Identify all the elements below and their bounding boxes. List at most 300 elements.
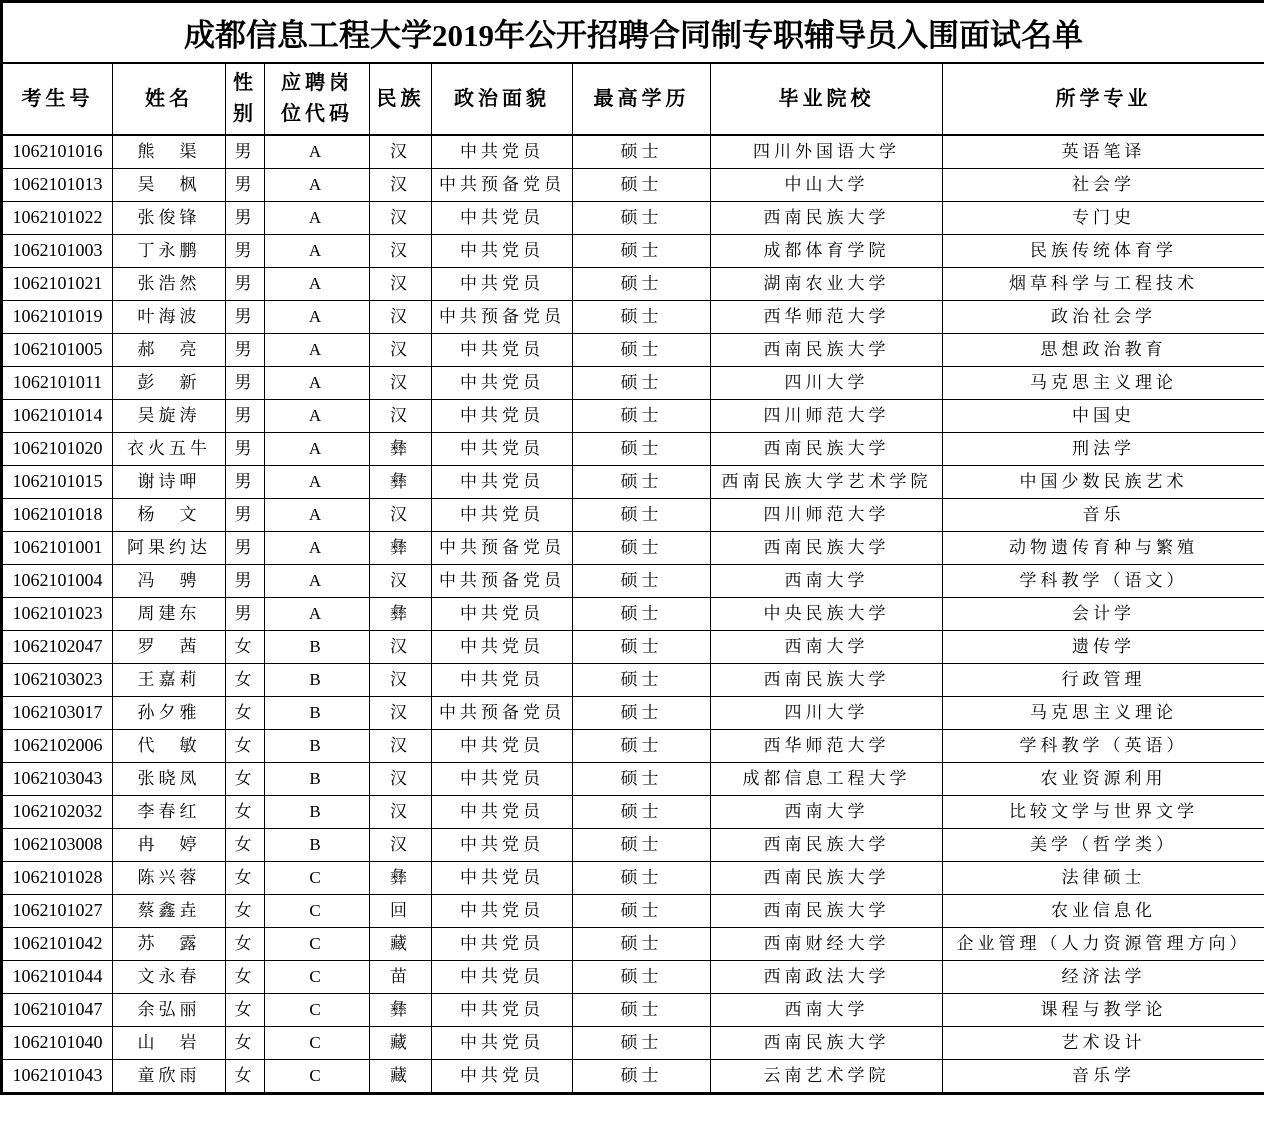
university-cell: 西华师范大学 bbox=[711, 301, 943, 334]
table-row bbox=[2, 1060, 1264, 1094]
major-cell: 经济法学 bbox=[943, 961, 1264, 994]
education-cell: 硕士 bbox=[573, 466, 711, 499]
major-cell: 比较文学与世界文学 bbox=[943, 796, 1264, 829]
political-status-cell: 中共党员 bbox=[432, 466, 573, 499]
position-code-cell: A bbox=[265, 499, 370, 532]
education-cell: 硕士 bbox=[573, 268, 711, 301]
gender-cell: 男 bbox=[226, 499, 265, 532]
name-cell: 衣火五牛 bbox=[113, 433, 226, 466]
political-status-cell: 中共党员 bbox=[432, 730, 573, 763]
education-cell: 硕士 bbox=[573, 169, 711, 202]
major-cell: 社会学 bbox=[943, 169, 1264, 202]
table-row bbox=[2, 730, 1264, 763]
position-code-cell: B bbox=[265, 730, 370, 763]
position-code-cell: C bbox=[265, 928, 370, 961]
gender-cell: 女 bbox=[226, 862, 265, 895]
name-cell: 陈兴蓉 bbox=[113, 862, 226, 895]
name-cell: 代 敏 bbox=[113, 730, 226, 763]
ethnicity-cell: 汉 bbox=[370, 135, 432, 169]
position-code-cell: A bbox=[265, 532, 370, 565]
candidate-no-cell: 1062103023 bbox=[2, 664, 113, 697]
position-code-cell: A bbox=[265, 466, 370, 499]
major-cell: 课程与教学论 bbox=[943, 994, 1264, 1027]
column-header-university: 毕业院校 bbox=[711, 63, 943, 135]
column-header-major: 所学专业 bbox=[943, 63, 1264, 135]
major-cell: 行政管理 bbox=[943, 664, 1264, 697]
position-code-cell: A bbox=[265, 268, 370, 301]
gender-cell: 男 bbox=[226, 135, 265, 169]
university-cell: 西南大学 bbox=[711, 631, 943, 664]
political-status-cell: 中共党员 bbox=[432, 235, 573, 268]
table-row bbox=[2, 169, 1264, 202]
candidate-no-cell: 1062103008 bbox=[2, 829, 113, 862]
candidate-no-cell: 1062101004 bbox=[2, 565, 113, 598]
university-cell: 西南政法大学 bbox=[711, 961, 943, 994]
ethnicity-cell: 汉 bbox=[370, 169, 432, 202]
education-cell: 硕士 bbox=[573, 499, 711, 532]
position-code-cell: A bbox=[265, 235, 370, 268]
ethnicity-cell: 回 bbox=[370, 895, 432, 928]
candidate-no-cell: 1062102006 bbox=[2, 730, 113, 763]
ethnicity-cell: 藏 bbox=[370, 1060, 432, 1094]
gender-cell: 女 bbox=[226, 994, 265, 1027]
education-cell: 硕士 bbox=[573, 664, 711, 697]
major-cell: 英语笔译 bbox=[943, 135, 1264, 169]
header-row bbox=[2, 63, 1264, 135]
political-status-cell: 中共党员 bbox=[432, 763, 573, 796]
major-cell: 中国史 bbox=[943, 400, 1264, 433]
table-row bbox=[2, 532, 1264, 565]
education-cell: 硕士 bbox=[573, 598, 711, 631]
candidate-no-cell: 1062102032 bbox=[2, 796, 113, 829]
gender-cell: 男 bbox=[226, 367, 265, 400]
name-cell: 冉 婷 bbox=[113, 829, 226, 862]
major-cell: 学科教学（英语） bbox=[943, 730, 1264, 763]
candidate-no-cell: 1062101021 bbox=[2, 268, 113, 301]
ethnicity-cell: 汉 bbox=[370, 334, 432, 367]
gender-cell: 女 bbox=[226, 961, 265, 994]
major-cell: 农业资源利用 bbox=[943, 763, 1264, 796]
university-cell: 西南民族大学 bbox=[711, 895, 943, 928]
table-row bbox=[2, 433, 1264, 466]
university-cell: 西南民族大学 bbox=[711, 1027, 943, 1060]
education-cell: 硕士 bbox=[573, 433, 711, 466]
name-cell: 罗 茜 bbox=[113, 631, 226, 664]
political-status-cell: 中共党员 bbox=[432, 796, 573, 829]
ethnicity-cell: 汉 bbox=[370, 796, 432, 829]
table-row bbox=[2, 598, 1264, 631]
political-status-cell: 中共党员 bbox=[432, 862, 573, 895]
major-cell: 遗传学 bbox=[943, 631, 1264, 664]
university-cell: 成都信息工程大学 bbox=[711, 763, 943, 796]
table-body bbox=[2, 135, 1264, 1094]
education-cell: 硕士 bbox=[573, 697, 711, 730]
table-row bbox=[2, 400, 1264, 433]
university-cell: 四川大学 bbox=[711, 697, 943, 730]
name-cell: 孙夕雅 bbox=[113, 697, 226, 730]
ethnicity-cell: 藏 bbox=[370, 1027, 432, 1060]
gender-cell: 男 bbox=[226, 400, 265, 433]
candidate-no-cell: 1062101011 bbox=[2, 367, 113, 400]
ethnicity-cell: 汉 bbox=[370, 763, 432, 796]
education-cell: 硕士 bbox=[573, 565, 711, 598]
candidate-no-cell: 1062101044 bbox=[2, 961, 113, 994]
column-header-gender: 性别 bbox=[226, 63, 265, 135]
name-cell: 郝 亮 bbox=[113, 334, 226, 367]
candidate-no-cell: 1062101022 bbox=[2, 202, 113, 235]
major-cell: 学科教学（语文） bbox=[943, 565, 1264, 598]
candidate-no-cell: 1062103043 bbox=[2, 763, 113, 796]
column-header-position-code: 应聘岗位代码 bbox=[265, 63, 370, 135]
column-header-ethnicity: 民族 bbox=[370, 63, 432, 135]
column-header-political-status: 政治面貌 bbox=[432, 63, 573, 135]
table-row bbox=[2, 763, 1264, 796]
gender-cell: 男 bbox=[226, 433, 265, 466]
column-header-candidate-no: 考生号 bbox=[2, 63, 113, 135]
university-cell: 西南民族大学艺术学院 bbox=[711, 466, 943, 499]
major-cell: 政治社会学 bbox=[943, 301, 1264, 334]
gender-cell: 女 bbox=[226, 631, 265, 664]
political-status-cell: 中共党员 bbox=[432, 202, 573, 235]
education-cell: 硕士 bbox=[573, 730, 711, 763]
ethnicity-cell: 彝 bbox=[370, 466, 432, 499]
column-header-education: 最高学历 bbox=[573, 63, 711, 135]
ethnicity-cell: 彝 bbox=[370, 862, 432, 895]
major-cell: 中国少数民族艺术 bbox=[943, 466, 1264, 499]
table-row bbox=[2, 334, 1264, 367]
political-status-cell: 中共党员 bbox=[432, 499, 573, 532]
university-cell: 西南大学 bbox=[711, 565, 943, 598]
political-status-cell: 中共党员 bbox=[432, 400, 573, 433]
position-code-cell: C bbox=[265, 1027, 370, 1060]
ethnicity-cell: 彝 bbox=[370, 433, 432, 466]
ethnicity-cell: 汉 bbox=[370, 664, 432, 697]
ethnicity-cell: 汉 bbox=[370, 697, 432, 730]
name-cell: 蔡鑫垚 bbox=[113, 895, 226, 928]
gender-cell: 男 bbox=[226, 268, 265, 301]
name-cell: 张浩然 bbox=[113, 268, 226, 301]
political-status-cell: 中共党员 bbox=[432, 664, 573, 697]
table-row bbox=[2, 994, 1264, 1027]
position-code-cell: C bbox=[265, 994, 370, 1027]
education-cell: 硕士 bbox=[573, 796, 711, 829]
name-cell: 叶海波 bbox=[113, 301, 226, 334]
gender-cell: 女 bbox=[226, 697, 265, 730]
gender-cell: 女 bbox=[226, 829, 265, 862]
name-cell: 山 岩 bbox=[113, 1027, 226, 1060]
ethnicity-cell: 汉 bbox=[370, 301, 432, 334]
gender-cell: 男 bbox=[226, 169, 265, 202]
gender-cell: 女 bbox=[226, 796, 265, 829]
major-cell: 烟草科学与工程技术 bbox=[943, 268, 1264, 301]
table-row bbox=[2, 895, 1264, 928]
major-cell: 企业管理（人力资源管理方向） bbox=[943, 928, 1264, 961]
ethnicity-cell: 藏 bbox=[370, 928, 432, 961]
ethnicity-cell: 汉 bbox=[370, 565, 432, 598]
major-cell: 法律硕士 bbox=[943, 862, 1264, 895]
page-title: 成都信息工程大学2019年公开招聘合同制专职辅导员入围面试名单 bbox=[2, 2, 1264, 64]
name-cell: 丁永鹏 bbox=[113, 235, 226, 268]
gender-cell: 男 bbox=[226, 202, 265, 235]
table-row bbox=[2, 499, 1264, 532]
column-header-name: 姓名 bbox=[113, 63, 226, 135]
candidate-no-cell: 1062101043 bbox=[2, 1060, 113, 1094]
political-status-cell: 中共党员 bbox=[432, 928, 573, 961]
education-cell: 硕士 bbox=[573, 763, 711, 796]
position-code-cell: A bbox=[265, 367, 370, 400]
ethnicity-cell: 彝 bbox=[370, 994, 432, 1027]
political-status-cell: 中共预备党员 bbox=[432, 169, 573, 202]
major-cell: 思想政治教育 bbox=[943, 334, 1264, 367]
table-row bbox=[2, 235, 1264, 268]
ethnicity-cell: 汉 bbox=[370, 202, 432, 235]
position-code-cell: A bbox=[265, 433, 370, 466]
ethnicity-cell: 汉 bbox=[370, 400, 432, 433]
university-cell: 西华师范大学 bbox=[711, 730, 943, 763]
political-status-cell: 中共党员 bbox=[432, 631, 573, 664]
gender-cell: 女 bbox=[226, 895, 265, 928]
candidate-no-cell: 1062102047 bbox=[2, 631, 113, 664]
table-row bbox=[2, 829, 1264, 862]
gender-cell: 女 bbox=[226, 664, 265, 697]
ethnicity-cell: 汉 bbox=[370, 235, 432, 268]
position-code-cell: C bbox=[265, 1060, 370, 1094]
candidate-no-cell: 1062101019 bbox=[2, 301, 113, 334]
education-cell: 硕士 bbox=[573, 235, 711, 268]
university-cell: 西南民族大学 bbox=[711, 532, 943, 565]
table-row bbox=[2, 565, 1264, 598]
table-row bbox=[2, 202, 1264, 235]
major-cell: 马克思主义理论 bbox=[943, 697, 1264, 730]
political-status-cell: 中共党员 bbox=[432, 994, 573, 1027]
table-row bbox=[2, 301, 1264, 334]
gender-cell: 男 bbox=[226, 565, 265, 598]
name-cell: 余弘丽 bbox=[113, 994, 226, 1027]
political-status-cell: 中共预备党员 bbox=[432, 532, 573, 565]
name-cell: 苏 露 bbox=[113, 928, 226, 961]
candidate-no-cell: 1062101001 bbox=[2, 532, 113, 565]
position-code-cell: C bbox=[265, 862, 370, 895]
title-row bbox=[2, 2, 1264, 64]
position-code-cell: C bbox=[265, 895, 370, 928]
university-cell: 西南民族大学 bbox=[711, 334, 943, 367]
education-cell: 硕士 bbox=[573, 895, 711, 928]
table-row bbox=[2, 862, 1264, 895]
ethnicity-cell: 彝 bbox=[370, 598, 432, 631]
table-row bbox=[2, 268, 1264, 301]
name-cell: 张晓凤 bbox=[113, 763, 226, 796]
candidate-no-cell: 1062101023 bbox=[2, 598, 113, 631]
ethnicity-cell: 彝 bbox=[370, 532, 432, 565]
candidate-no-cell: 1062101047 bbox=[2, 994, 113, 1027]
gender-cell: 男 bbox=[226, 235, 265, 268]
position-code-cell: B bbox=[265, 631, 370, 664]
candidate-no-cell: 1062103017 bbox=[2, 697, 113, 730]
position-code-cell: A bbox=[265, 301, 370, 334]
name-cell: 吴 枫 bbox=[113, 169, 226, 202]
political-status-cell: 中共党员 bbox=[432, 598, 573, 631]
major-cell: 马克思主义理论 bbox=[943, 367, 1264, 400]
gender-cell: 女 bbox=[226, 928, 265, 961]
gender-cell: 男 bbox=[226, 466, 265, 499]
position-code-cell: A bbox=[265, 565, 370, 598]
major-cell: 刑法学 bbox=[943, 433, 1264, 466]
university-cell: 湖南农业大学 bbox=[711, 268, 943, 301]
university-cell: 西南大学 bbox=[711, 994, 943, 1027]
position-code-cell: B bbox=[265, 763, 370, 796]
political-status-cell: 中共预备党员 bbox=[432, 301, 573, 334]
university-cell: 四川外国语大学 bbox=[711, 135, 943, 169]
gender-cell: 女 bbox=[226, 730, 265, 763]
candidate-no-cell: 1062101018 bbox=[2, 499, 113, 532]
education-cell: 硕士 bbox=[573, 202, 711, 235]
name-cell: 冯 骋 bbox=[113, 565, 226, 598]
university-cell: 中央民族大学 bbox=[711, 598, 943, 631]
ethnicity-cell: 汉 bbox=[370, 367, 432, 400]
political-status-cell: 中共党员 bbox=[432, 268, 573, 301]
gender-cell: 男 bbox=[226, 598, 265, 631]
gender-cell: 女 bbox=[226, 1027, 265, 1060]
university-cell: 云南艺术学院 bbox=[711, 1060, 943, 1094]
university-cell: 西南民族大学 bbox=[711, 202, 943, 235]
university-cell: 西南民族大学 bbox=[711, 433, 943, 466]
university-cell: 四川师范大学 bbox=[711, 499, 943, 532]
candidate-no-cell: 1062101042 bbox=[2, 928, 113, 961]
position-code-cell: B bbox=[265, 664, 370, 697]
gender-cell: 男 bbox=[226, 334, 265, 367]
position-code-cell: B bbox=[265, 697, 370, 730]
candidate-no-cell: 1062101020 bbox=[2, 433, 113, 466]
table-row bbox=[2, 928, 1264, 961]
university-cell: 西南民族大学 bbox=[711, 862, 943, 895]
candidate-no-cell: 1062101014 bbox=[2, 400, 113, 433]
education-cell: 硕士 bbox=[573, 301, 711, 334]
ethnicity-cell: 汉 bbox=[370, 829, 432, 862]
major-cell: 美学（哲学类） bbox=[943, 829, 1264, 862]
ethnicity-cell: 汉 bbox=[370, 499, 432, 532]
table-row bbox=[2, 466, 1264, 499]
position-code-cell: A bbox=[265, 202, 370, 235]
name-cell: 吴旋涛 bbox=[113, 400, 226, 433]
candidate-no-cell: 1062101027 bbox=[2, 895, 113, 928]
university-cell: 中山大学 bbox=[711, 169, 943, 202]
major-cell: 会计学 bbox=[943, 598, 1264, 631]
name-cell: 周建东 bbox=[113, 598, 226, 631]
name-cell: 谢诗呷 bbox=[113, 466, 226, 499]
political-status-cell: 中共党员 bbox=[432, 367, 573, 400]
name-cell: 童欣雨 bbox=[113, 1060, 226, 1094]
education-cell: 硕士 bbox=[573, 961, 711, 994]
gender-cell: 男 bbox=[226, 301, 265, 334]
name-cell: 阿果约达 bbox=[113, 532, 226, 565]
ethnicity-cell: 汉 bbox=[370, 730, 432, 763]
position-code-cell: A bbox=[265, 400, 370, 433]
candidate-no-cell: 1062101013 bbox=[2, 169, 113, 202]
candidate-no-cell: 1062101040 bbox=[2, 1027, 113, 1060]
major-cell: 民族传统体育学 bbox=[943, 235, 1264, 268]
education-cell: 硕士 bbox=[573, 631, 711, 664]
education-cell: 硕士 bbox=[573, 994, 711, 1027]
education-cell: 硕士 bbox=[573, 334, 711, 367]
education-cell: 硕士 bbox=[573, 1027, 711, 1060]
gender-cell: 女 bbox=[226, 1060, 265, 1094]
education-cell: 硕士 bbox=[573, 862, 711, 895]
position-code-cell: A bbox=[265, 334, 370, 367]
candidate-no-cell: 1062101003 bbox=[2, 235, 113, 268]
position-code-cell: B bbox=[265, 829, 370, 862]
table-row bbox=[2, 961, 1264, 994]
gender-cell: 女 bbox=[226, 763, 265, 796]
university-cell: 西南民族大学 bbox=[711, 664, 943, 697]
education-cell: 硕士 bbox=[573, 928, 711, 961]
university-cell: 四川大学 bbox=[711, 367, 943, 400]
ethnicity-cell: 苗 bbox=[370, 961, 432, 994]
major-cell: 专门史 bbox=[943, 202, 1264, 235]
position-code-cell: A bbox=[265, 598, 370, 631]
major-cell: 音乐 bbox=[943, 499, 1264, 532]
major-cell: 艺术设计 bbox=[943, 1027, 1264, 1060]
university-cell: 四川师范大学 bbox=[711, 400, 943, 433]
university-cell: 西南大学 bbox=[711, 796, 943, 829]
political-status-cell: 中共党员 bbox=[432, 1027, 573, 1060]
university-cell: 西南民族大学 bbox=[711, 829, 943, 862]
major-cell: 音乐学 bbox=[943, 1060, 1264, 1094]
education-cell: 硕士 bbox=[573, 829, 711, 862]
university-cell: 成都体育学院 bbox=[711, 235, 943, 268]
candidate-no-cell: 1062101016 bbox=[2, 135, 113, 169]
political-status-cell: 中共预备党员 bbox=[432, 565, 573, 598]
university-cell: 西南财经大学 bbox=[711, 928, 943, 961]
name-cell: 张俊锋 bbox=[113, 202, 226, 235]
political-status-cell: 中共预备党员 bbox=[432, 697, 573, 730]
political-status-cell: 中共党员 bbox=[432, 1060, 573, 1094]
name-cell: 王嘉莉 bbox=[113, 664, 226, 697]
candidate-no-cell: 1062101015 bbox=[2, 466, 113, 499]
ethnicity-cell: 汉 bbox=[370, 631, 432, 664]
political-status-cell: 中共党员 bbox=[432, 895, 573, 928]
education-cell: 硕士 bbox=[573, 135, 711, 169]
political-status-cell: 中共党员 bbox=[432, 961, 573, 994]
name-cell: 熊 渠 bbox=[113, 135, 226, 169]
name-cell: 彭 新 bbox=[113, 367, 226, 400]
position-code-cell: A bbox=[265, 169, 370, 202]
position-code-cell: C bbox=[265, 961, 370, 994]
position-code-cell: B bbox=[265, 796, 370, 829]
name-cell: 杨 文 bbox=[113, 499, 226, 532]
table-row bbox=[2, 135, 1264, 169]
ethnicity-cell: 汉 bbox=[370, 268, 432, 301]
table-row bbox=[2, 796, 1264, 829]
table-row bbox=[2, 664, 1264, 697]
table-row bbox=[2, 697, 1264, 730]
name-cell: 李春红 bbox=[113, 796, 226, 829]
political-status-cell: 中共党员 bbox=[432, 829, 573, 862]
education-cell: 硕士 bbox=[573, 367, 711, 400]
political-status-cell: 中共党员 bbox=[432, 433, 573, 466]
table-row bbox=[2, 367, 1264, 400]
name-cell: 文永春 bbox=[113, 961, 226, 994]
education-cell: 硕士 bbox=[573, 532, 711, 565]
table-row bbox=[2, 631, 1264, 664]
political-status-cell: 中共党员 bbox=[432, 135, 573, 169]
candidate-no-cell: 1062101028 bbox=[2, 862, 113, 895]
table-row bbox=[2, 1027, 1264, 1060]
candidate-no-cell: 1062101005 bbox=[2, 334, 113, 367]
position-code-cell: A bbox=[265, 135, 370, 169]
major-cell: 动物遗传育种与繁殖 bbox=[943, 532, 1264, 565]
gender-cell: 男 bbox=[226, 532, 265, 565]
education-cell: 硕士 bbox=[573, 1060, 711, 1094]
